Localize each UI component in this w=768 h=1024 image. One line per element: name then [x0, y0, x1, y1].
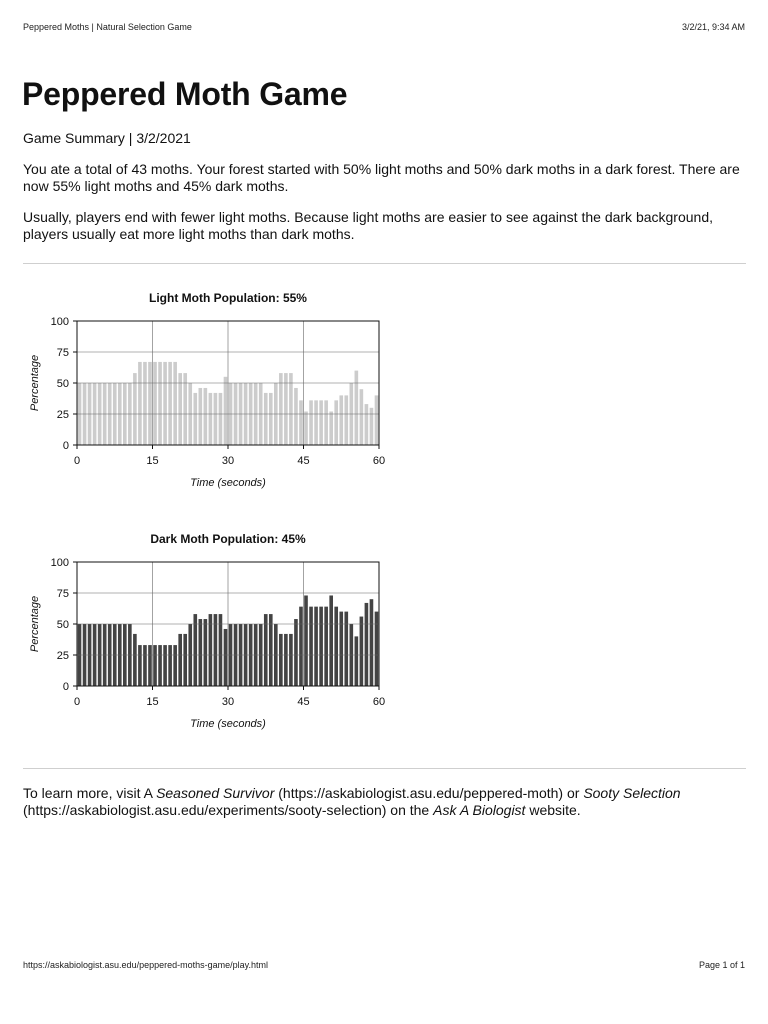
page-title: Peppered Moth Game: [22, 76, 348, 112]
bar: [319, 607, 323, 686]
bar: [153, 645, 157, 686]
sooty-selection-link[interactable]: Sooty Selection: [583, 785, 681, 801]
bar: [143, 362, 147, 445]
y-tick-label: 0: [62, 681, 69, 693]
x-tick-label: 0: [73, 455, 81, 467]
bar: [163, 645, 167, 686]
bar: [334, 607, 338, 686]
bar: [324, 400, 328, 445]
bar: [299, 400, 303, 445]
bar: [304, 412, 308, 445]
bar: [360, 617, 364, 686]
bar: [214, 614, 218, 686]
x-tick-label: 45: [297, 455, 310, 467]
bar: [309, 400, 313, 445]
dark-moth-chart: [22, 526, 394, 736]
chart-title: Dark Moth Population: 45%: [150, 532, 306, 546]
bar: [209, 614, 213, 686]
bar: [204, 619, 208, 686]
bar: [324, 607, 328, 686]
explanation-paragraph: Usually, players end with fewer light moths. Because light moths are easier to see against the dark background, players usually eat more light moths than dark moths.: [23, 209, 713, 242]
bar: [183, 373, 187, 445]
light-moth-chart-svg: [22, 285, 394, 495]
y-tick-label: 100: [50, 316, 69, 328]
bar: [344, 395, 348, 445]
y-axis-label: Percentage: [29, 595, 41, 653]
bar: [199, 388, 203, 445]
x-tick-label: 15: [146, 455, 159, 467]
print-footer: [23, 960, 745, 970]
bar: [294, 619, 298, 686]
bar: [138, 362, 142, 445]
bar: [153, 362, 157, 445]
dark-moth-chart-svg: [22, 526, 394, 736]
bar: [294, 388, 298, 445]
bar: [284, 373, 288, 445]
bar: [370, 408, 374, 445]
y-tick-label: 75: [56, 347, 69, 359]
bar: [319, 400, 323, 445]
bar: [199, 619, 203, 686]
bar: [224, 629, 228, 686]
x-tick-label: 60: [372, 455, 386, 467]
bar: [168, 362, 172, 445]
bar: [314, 400, 318, 445]
print-header-title: Peppered Moths | Natural Selection Game: [23, 22, 192, 32]
bar: [344, 612, 348, 686]
bar: [279, 373, 283, 445]
bar: [279, 634, 283, 686]
bar: [370, 599, 374, 686]
y-tick-label: 75: [56, 588, 69, 600]
x-tick-label: 0: [73, 696, 81, 708]
seasoned-survivor-url[interactable]: (https://askabiologist.asu.edu/peppered-moth) or: [274, 785, 584, 801]
sooty-selection-url[interactable]: (https://askabiologist.asu.edu/experiments/sooty-selection) on the: [23, 802, 434, 818]
bar: [339, 612, 343, 686]
bar: [168, 645, 172, 686]
chart-title: Light Moth Population: 55%: [149, 291, 307, 305]
bar: [339, 395, 343, 445]
bar: [375, 395, 379, 445]
bar: [264, 393, 268, 445]
x-axis-label: Time (seconds): [190, 718, 266, 730]
bar: [143, 645, 147, 686]
bar: [183, 634, 187, 686]
bar: [214, 393, 218, 445]
y-tick-label: 50: [56, 378, 69, 390]
bar: [133, 373, 137, 445]
bar: [209, 393, 213, 445]
print-header: [23, 22, 745, 32]
light-moth-chart: [22, 285, 394, 495]
bar: [173, 645, 177, 686]
y-tick-label: 0: [62, 440, 69, 452]
bar: [219, 614, 223, 686]
print-footer-page: Page 1 of 1: [698, 960, 745, 970]
y-tick-label: 25: [56, 409, 69, 421]
bar: [329, 595, 333, 686]
x-axis-label: Time (seconds): [190, 477, 266, 489]
bar: [173, 362, 177, 445]
x-tick-label: 15: [146, 696, 159, 708]
result-paragraph: You ate a total of 43 moths. Your forest started with 50% light moths and 50% dark moths in a dark forest. There are now 55% light moths and 45% dark moths.: [23, 161, 740, 194]
bar: [204, 388, 208, 445]
bar: [375, 612, 379, 686]
x-tick-label: 30: [221, 696, 235, 708]
bar: [193, 614, 197, 686]
print-footer-url[interactable]: https://askabiologist.asu.edu/peppered-moths-game/play.html: [23, 960, 268, 970]
bar: [133, 634, 137, 686]
bar: [299, 607, 303, 686]
bar: [269, 393, 273, 445]
seasoned-survivor-link[interactable]: Seasoned Survivor: [156, 785, 275, 801]
bar: [355, 371, 359, 445]
game-summary-line: Game Summary | 3/2/2021: [23, 130, 191, 146]
bar: [264, 614, 268, 686]
learn-more-suffix: website.: [525, 802, 581, 818]
y-tick-label: 50: [56, 619, 69, 631]
divider-bottom: [23, 768, 746, 769]
bar: [163, 362, 167, 445]
bar: [138, 645, 142, 686]
x-tick-label: 45: [297, 696, 310, 708]
bar: [193, 393, 197, 445]
print-header-datetime: 3/2/21, 9:34 AM: [681, 22, 745, 32]
x-tick-label: 30: [221, 455, 235, 467]
bar: [284, 634, 288, 686]
bar: [289, 373, 293, 445]
bar: [360, 389, 364, 445]
y-axis-label: Percentage: [29, 354, 41, 412]
divider-top: [23, 263, 746, 264]
ask-a-biologist-name: Ask A Biologist: [433, 802, 526, 818]
bar: [148, 645, 152, 686]
bar: [355, 636, 359, 686]
bar: [309, 607, 313, 686]
bar: [365, 603, 369, 686]
y-tick-label: 100: [50, 557, 69, 569]
bar: [158, 645, 162, 686]
learn-more-text: [23, 785, 747, 819]
bar: [365, 404, 369, 445]
bar: [314, 607, 318, 686]
bar: [329, 412, 333, 445]
bar: [178, 634, 182, 686]
x-tick-label: 60: [372, 696, 386, 708]
bar: [289, 634, 293, 686]
bar: [178, 373, 182, 445]
bar: [158, 362, 162, 445]
learn-more-prefix: To learn more, visit A: [23, 785, 157, 801]
bar: [224, 377, 228, 445]
bar: [219, 393, 223, 445]
bar: [148, 362, 152, 445]
bar: [334, 400, 338, 445]
bar: [269, 614, 273, 686]
y-tick-label: 25: [56, 650, 69, 662]
bar: [304, 595, 308, 686]
